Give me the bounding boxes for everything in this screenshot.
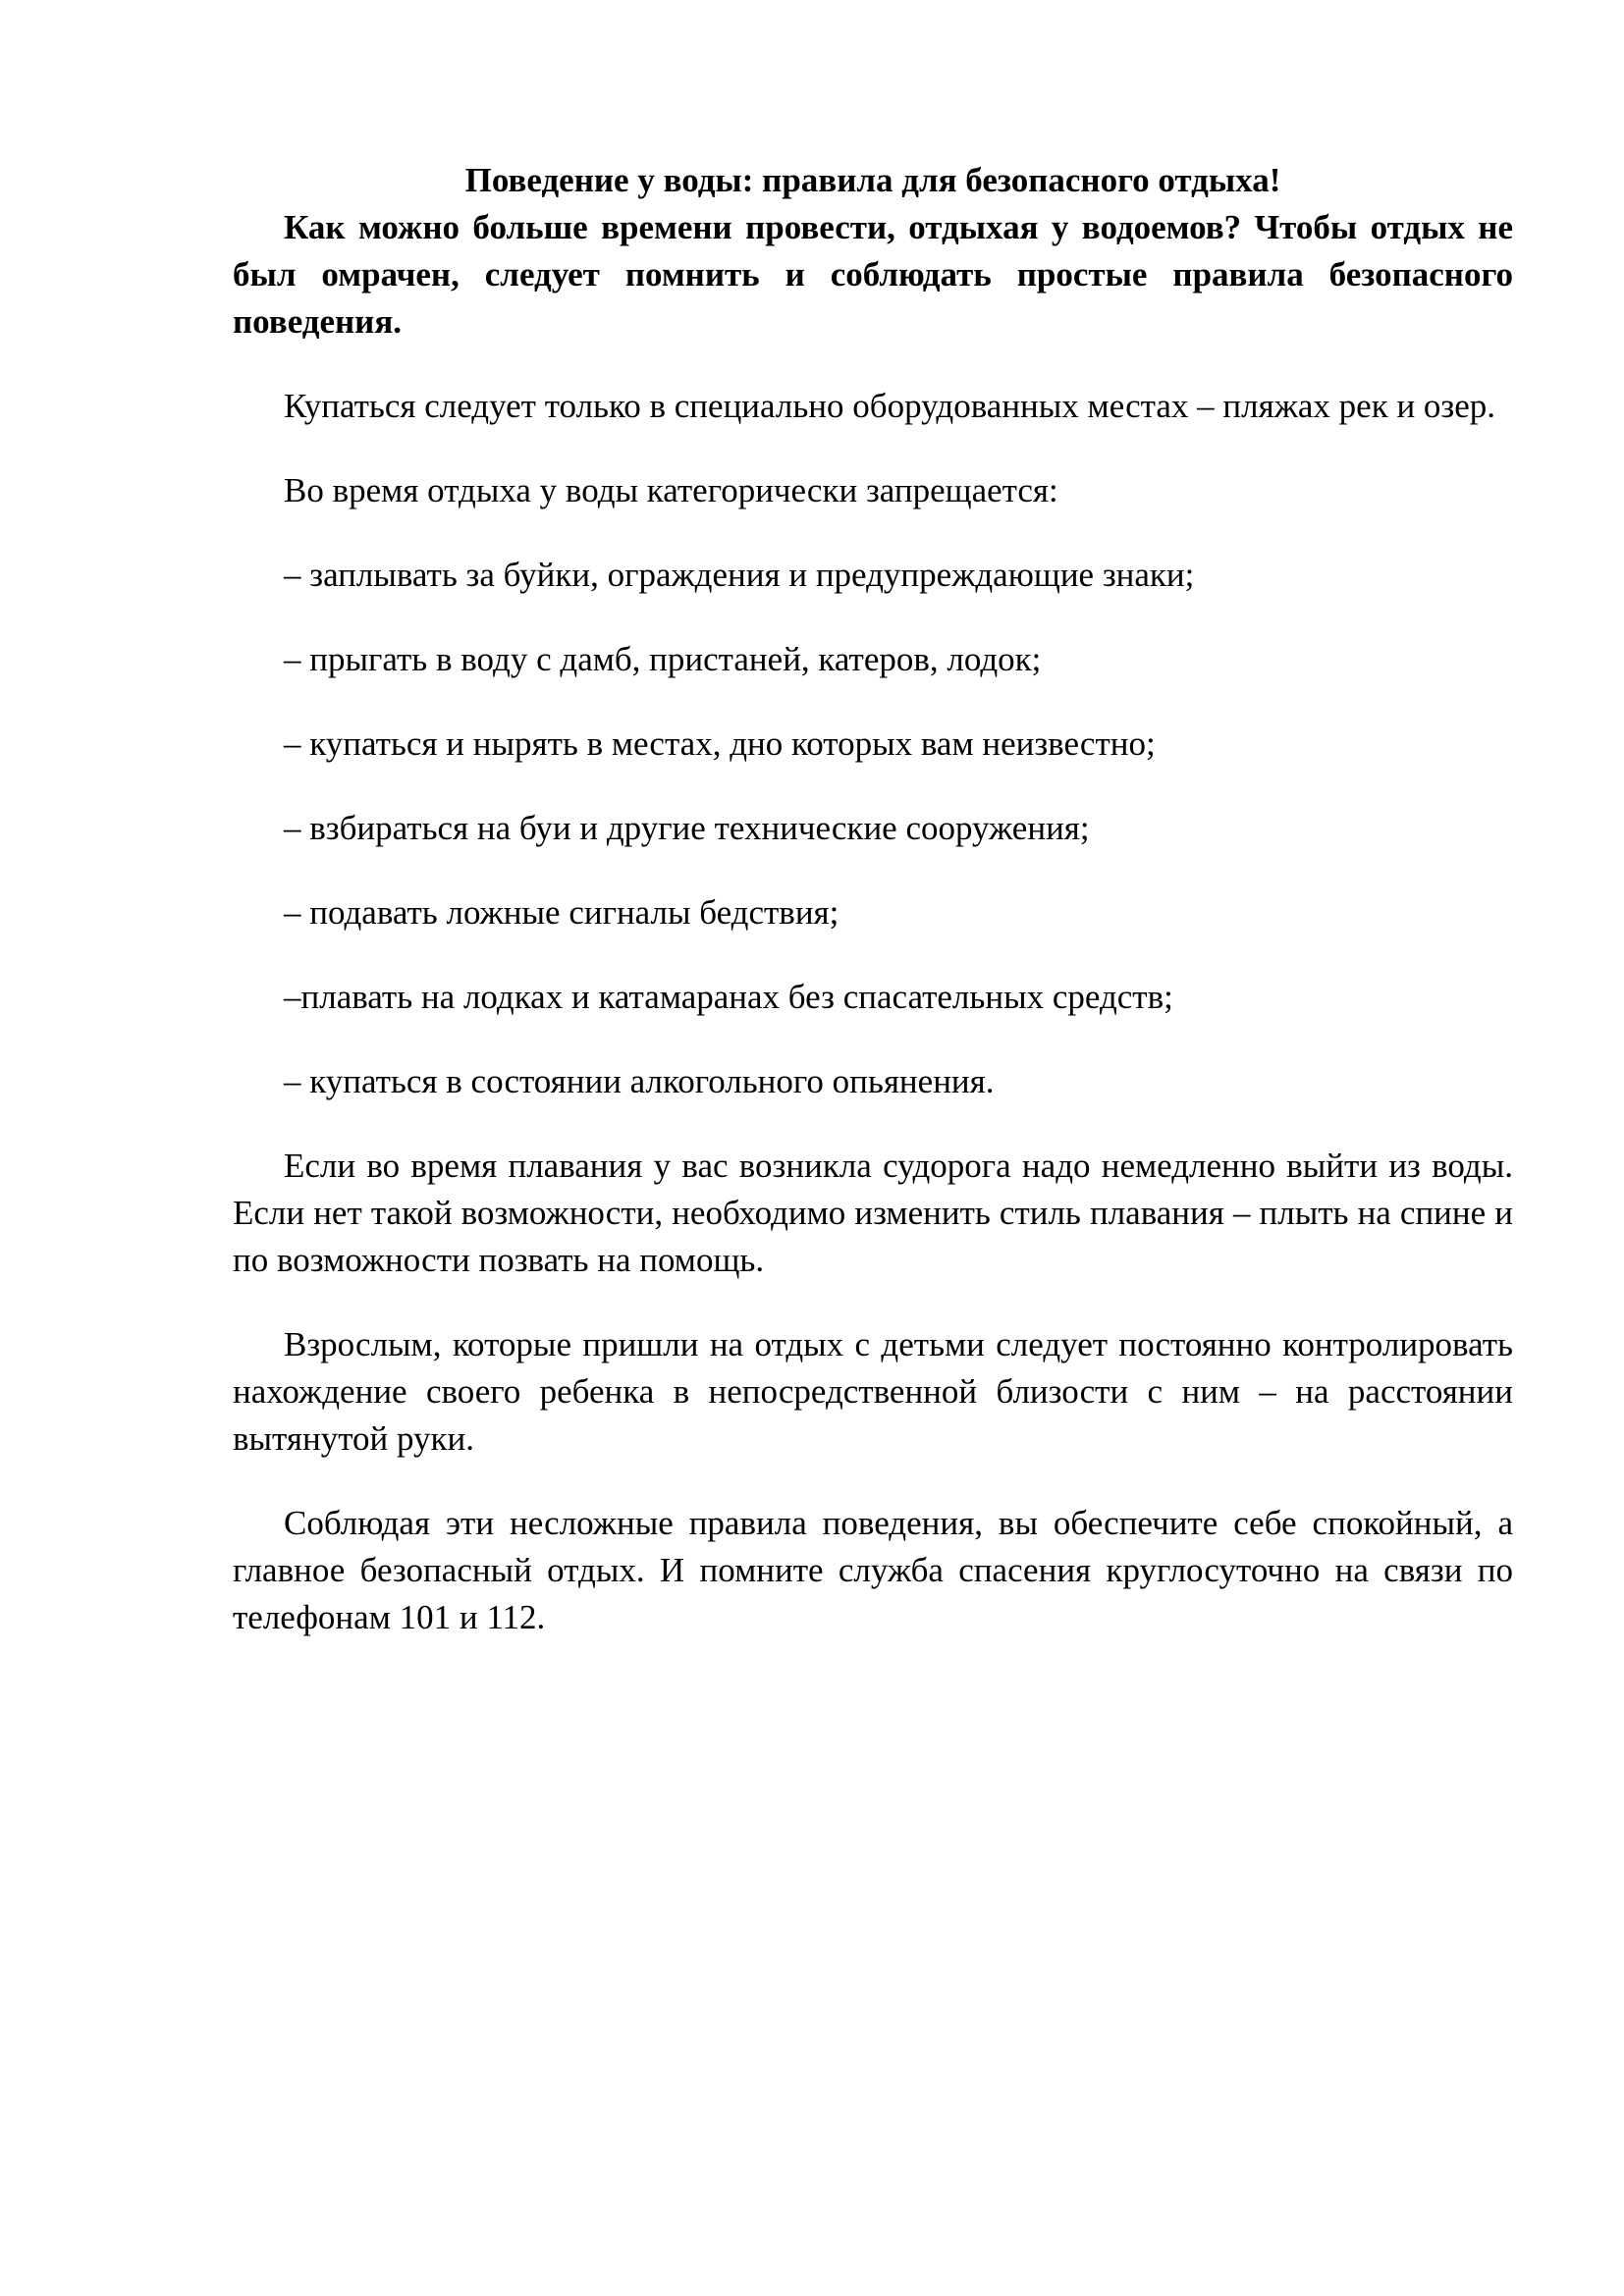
paragraph-children-advice: Взрослым, которые пришли на отдых с детьми следует постоянно контролировать нахождение своего ребенка в непосредственной близости с ним – на расстоянии вытянутой руки. [233,1325,1513,1458]
rule-item: – взбираться на буи и другие технические сооружения; [284,809,1090,847]
rule-item: –плавать на лодках и катамаранах без спасательных средств; [284,978,1173,1016]
rule-item: – подавать ложные сигналы бедствия; [284,893,839,932]
rule-item: – прыгать в воду с дамб, пристаней, катеров, лодок; [284,640,1042,678]
paragraph-closing: Соблюдая эти несложные правила поведения, вы обеспечите себе спокойный, а главное безопасный отдых. И помните служба спасения круглосуточно на связи по телефонам 101 и 112. [233,1504,1513,1636]
paragraph-swimming-places: Купаться следует только в специально оборудованных местах – пляжах рек и озер. [284,387,1496,425]
paragraph-cramp-advice: Если во время плавания у вас возникла судорога надо немедленно выйти из воды. Если нет такой возможности, необходимо изменить стиль плавания – плыть на спине и по возможности позвать на помощь. [233,1147,1513,1279]
paragraph-prohibited-heading: Во время отдыха у воды категорически запрещается: [284,471,1058,509]
rule-item: – купаться и нырять в местах, дно которых вам неизвестно; [284,724,1156,763]
intro-paragraph: Как можно больше времени провести, отдыхая у водоемов? Чтобы отдых не был омрачен, следует помнить и соблюдать простые правила безопасного поведения. [233,208,1513,341]
document-title: Поведение у воды: правила для безопасного отдыха! [464,161,1281,199]
rule-item: – купаться в состоянии алкогольного опьянения. [284,1062,995,1100]
rule-item: – заплывать за буйки, ограждения и предупреждающие знаки; [284,556,1195,594]
